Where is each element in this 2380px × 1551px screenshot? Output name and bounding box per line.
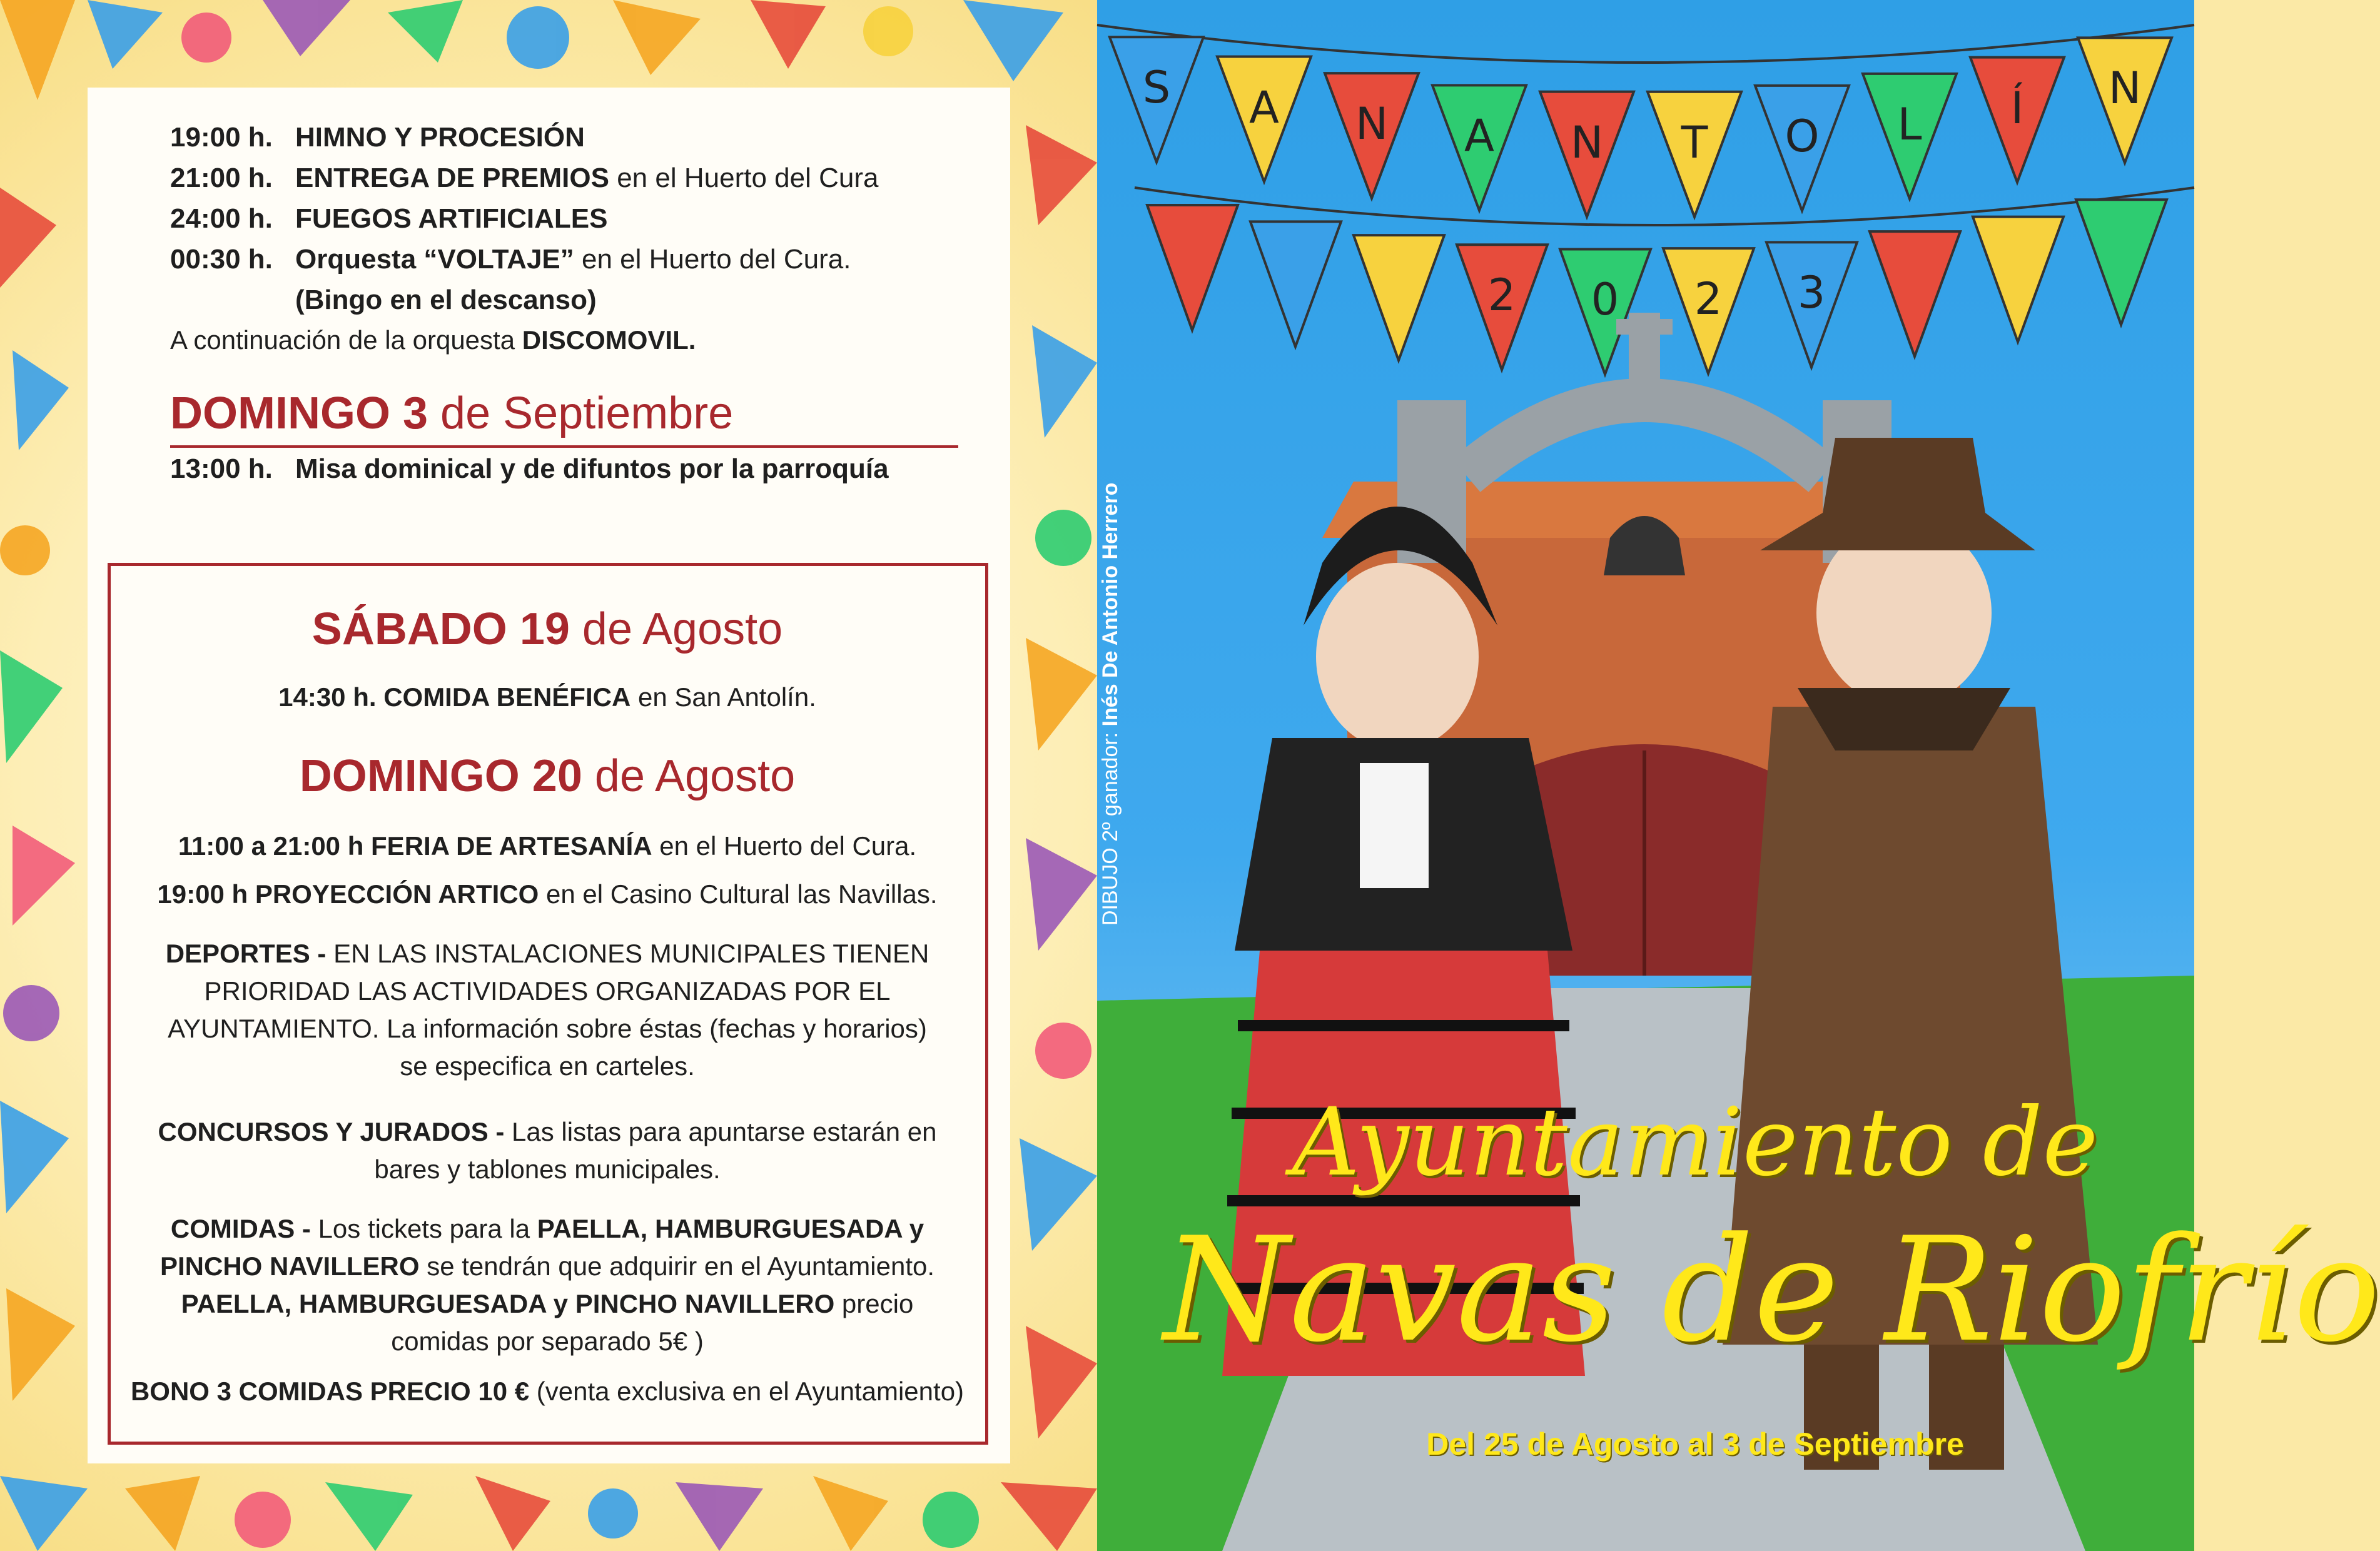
banner-letter: Í: [2010, 82, 2024, 134]
continuation-text: A continuación de la orquesta DISCOMOVIL.: [170, 325, 696, 355]
schedule-row: 21:00 h. ENTREGA DE PREMIOS en el Huerto del Cura: [170, 163, 879, 193]
banner-flag: [1147, 205, 1238, 330]
day-heading-domingo-3: DOMINGO 3 de Septiembre: [170, 388, 734, 438]
banner-flag: [1250, 221, 1341, 346]
concursos-notice: CONCURSOS Y JURADOS - Las listas para apuntarse estarán en bares y tablones municipales.: [158, 1117, 937, 1184]
deportes-notice: DEPORTES - EN LAS INSTALACIONES MUNICIPALES TIENEN PRIORIDAD LAS ACTIVIDADES ORGANIZADAS POR EL AYUNTAMIENTO. La información sobre éstas (fechas y horarios) se especifica en carteles.: [165, 939, 929, 1081]
year-digit: 2: [1487, 270, 1516, 321]
banner-flag: [1973, 217, 2064, 342]
year-digit: 3: [1797, 267, 1826, 319]
banner-letter: O: [1785, 110, 1820, 162]
banner-letter: A: [1464, 110, 1494, 162]
bono-notice: BONO 3 COMIDAS PRECIO 10 € (venta exclusiva en el Ayuntamiento): [130, 1377, 965, 1406]
banner-letter: T: [1681, 116, 1708, 168]
banner-flag: [2076, 200, 2167, 325]
day-heading-domingo-20: DOMINGO 20 de Agosto: [299, 751, 796, 801]
schedule-row: 13:00 h. Misa dominical y de difuntos por la parroquía: [170, 453, 889, 484]
event-comida: 14:30 h. COMIDA BENÉFICA en San Antolín.: [278, 682, 816, 712]
banner-letter: A: [1249, 81, 1279, 133]
banner-flag: [1870, 231, 1960, 356]
day-heading-sabado-19: SÁBADO 19 de Agosto: [311, 604, 783, 654]
heading-divider: [170, 445, 958, 448]
schedule-row: (Bingo en el descanso): [295, 285, 597, 315]
illustration-credit: DIBUJO 2º ganador: Inés De Antonio Herrero: [1098, 482, 1122, 926]
banner-letter: S: [1142, 62, 1171, 114]
event-proyeccion: 19:00 h PROYECCIÓN ARTICO en el Casino Cultural las Navillas.: [157, 879, 938, 909]
schedule-row: 19:00 h. HIMNO Y PROCESIÓN: [170, 122, 585, 153]
banner-letter: N: [1355, 98, 1389, 150]
festival-dates: Del 25 de Agosto al 3 de Septiembre: [1426, 1427, 1964, 1462]
comidas-notice: COMIDAS - Los tickets para la PAELLA, HAMBURGUESADA y PINCHO NAVILLERO se tendrán que adquirir en el Ayuntamiento. PAELLA, HAMBURGUESADA y PINCHO NAVILLERO precio comidas por separado 5€ ): [160, 1214, 935, 1356]
banner-letter: N: [1570, 116, 1604, 168]
year-digit: 0: [1591, 274, 1619, 326]
program-page: [0, 0, 1097, 1551]
cover-title-line1: Ayuntamiento de: [1292, 1088, 2099, 1197]
banner-letter: L: [1897, 98, 1922, 150]
banner-flag: [1354, 235, 1444, 360]
schedule-panel-top: [88, 88, 1010, 557]
banner-letter: N: [2108, 63, 2142, 114]
schedule-row: 00:30 h. Orquesta “VOLTAJE” en el Huerto del Cura.: [170, 244, 851, 275]
schedule-row: 24:00 h. FUEGOS ARTIFICIALES: [170, 203, 608, 234]
event-feria: 11:00 a 21:00 h FERIA DE ARTESANÍA en el Huerto del Cura.: [178, 831, 917, 861]
year-digit: 2: [1694, 273, 1723, 325]
cover-title-line2: Navas de Riofrío: [1163, 1207, 2380, 1374]
